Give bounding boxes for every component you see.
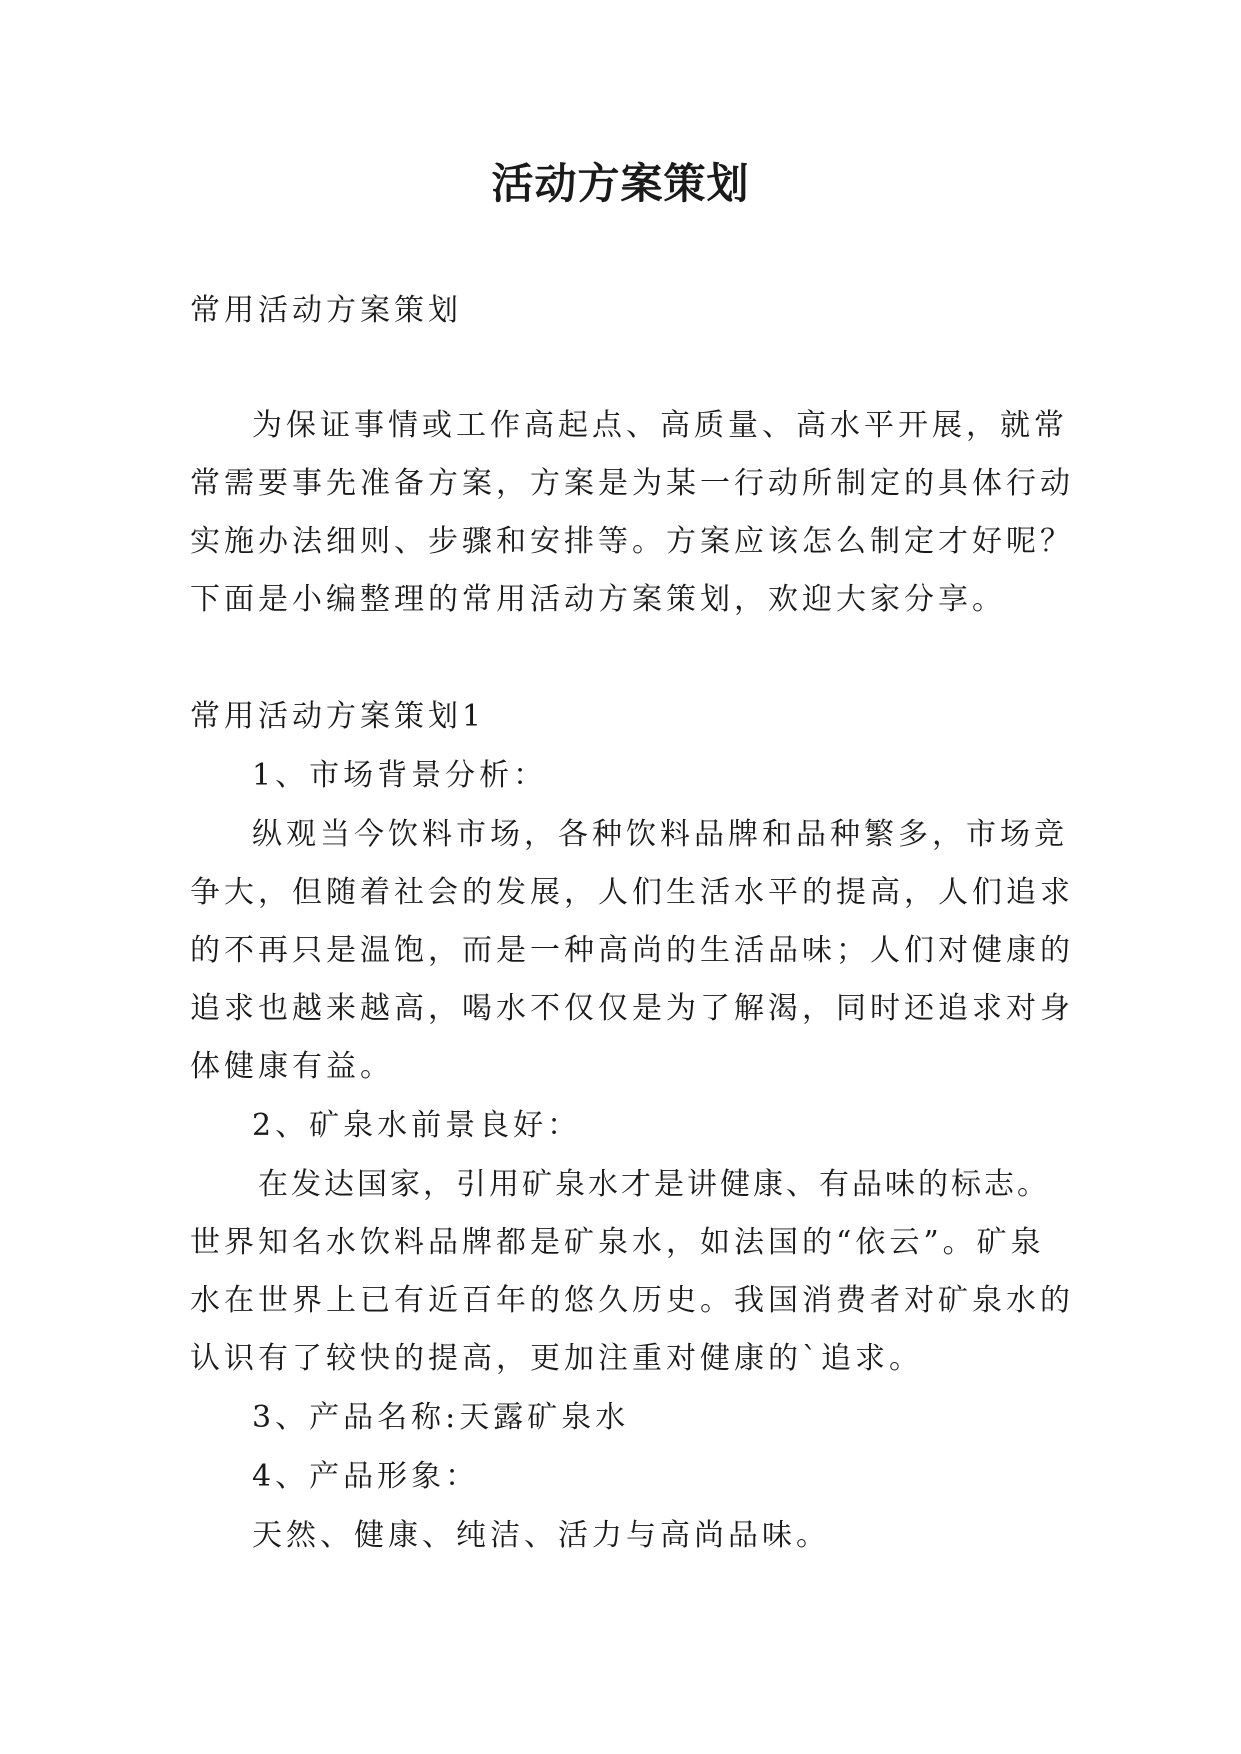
body-line: 追求也越来越高，喝水不仅仅是为了解渴，同时还追求对身 — [190, 991, 1074, 1026]
page-title: 活动方案策划 — [491, 159, 750, 208]
item-heading: 4、产品形象： — [252, 1459, 480, 1494]
body-line: 世界知名水饮料品牌都是矿泉水，如法国的“依云”。矿泉 — [190, 1225, 1045, 1260]
body-line: 在发达国家，引用矿泉水才是讲健康、有品味的标志。 — [258, 1167, 1050, 1202]
body-line: 体健康有益。 — [190, 1049, 394, 1084]
intro-line: 下面是小编整理的常用活动方案策划，欢迎大家分享。 — [190, 582, 1006, 617]
document-subtitle: 常用活动方案策划 — [190, 293, 462, 328]
section-heading: 常用活动方案策划1 — [190, 699, 486, 734]
body-line: 争大，但随着社会的发展，人们生活水平的提高，人们追求 — [190, 875, 1074, 910]
body-line: 认识有了较快的提高，更加注重对健康的`追求。 — [190, 1341, 923, 1376]
item-heading: 1、市场背景分析： — [252, 758, 548, 793]
body-line: 水在世界上已有近百年的悠久历史。我国消费者对矿泉水的 — [190, 1283, 1074, 1318]
body-line: 天然、健康、纯洁、活力与高尚品味。 — [252, 1518, 830, 1553]
body-line: 纵观当今饮料市场，各种饮料品牌和品种繁多，市场竞 — [252, 817, 1068, 852]
intro-line: 为保证事情或工作高起点、高质量、高水平开展，就常 — [252, 408, 1068, 443]
intro-line: 实施办法细则、步骤和安排等。方案应该怎么制定才好呢？ — [190, 524, 1074, 559]
item-heading: 2、矿泉水前景良好： — [252, 1108, 582, 1143]
intro-line: 常需要事先准备方案，方案是为某一行动所制定的具体行动 — [190, 466, 1074, 501]
item-heading: 3、产品名称:天露矿泉水 — [252, 1400, 630, 1435]
body-line: 的不再只是温饱，而是一种高尚的生活品味；人们对健康的 — [190, 933, 1074, 968]
